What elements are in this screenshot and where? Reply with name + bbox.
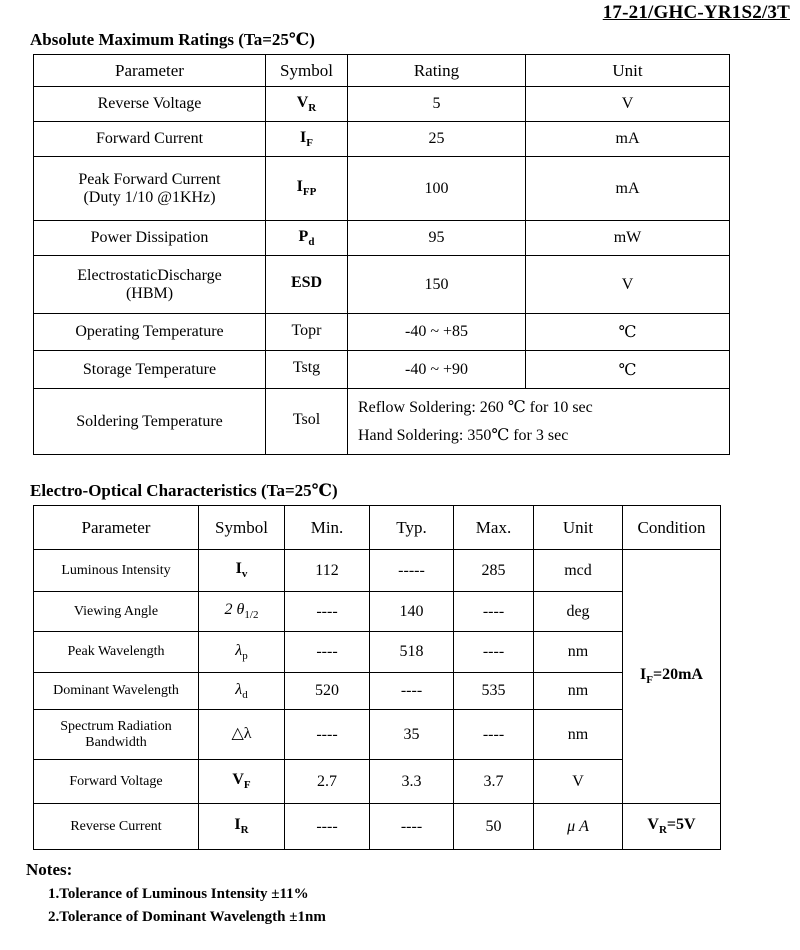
cell-unit: ℃ [526, 314, 730, 351]
cell-unit: V [526, 256, 730, 314]
cell-parameter: Power Dissipation [34, 221, 266, 256]
col-symbol: Symbol [266, 55, 348, 87]
cell-soldering-rating: Reflow Soldering: 260 ℃ for 10 sec Hand Soldering: 350℃ for 3 sec [348, 389, 730, 455]
cell-typ: ---- [370, 804, 454, 850]
cell-symbol: $I_v$ [199, 550, 285, 592]
cell-typ: 3.3 [370, 760, 454, 804]
table-row [34, 314, 730, 351]
cell-typ: 518 [370, 632, 454, 673]
cell-condition: $V_R=5V$ [623, 804, 721, 850]
cell-symbol: $V_F$ [199, 760, 285, 804]
cell-unit: V [526, 87, 730, 122]
cell-parameter: Storage Temperature [34, 351, 266, 389]
cell-typ: ----- [370, 550, 454, 592]
table-row [34, 87, 730, 122]
col-unit: Unit [526, 55, 730, 87]
cell-parameter: Forward Voltage [34, 760, 199, 804]
cell-min: 520 [285, 673, 370, 710]
cell-condition: $I_F=20mA$ [623, 550, 721, 804]
table-row [34, 592, 721, 632]
cell-symbol: $I_{FP}$ [266, 157, 348, 221]
table-row [34, 550, 721, 592]
cell-rating: -40 ~ +90 [348, 351, 526, 389]
cell-parameter: Peak Forward Current (Duty 1/10 @1KHz) [34, 157, 266, 221]
cell-rating: 95 [348, 221, 526, 256]
cell-max: ---- [454, 710, 534, 760]
col-parameter: Parameter [34, 506, 199, 550]
col-condition: Condition [623, 506, 721, 550]
cell-max: 3.7 [454, 760, 534, 804]
cell-unit: deg [534, 592, 623, 632]
cell-parameter: Reverse Current [34, 804, 199, 850]
cell-max: ---- [454, 592, 534, 632]
cell-parameter: Spectrum Radiation Bandwidth [34, 710, 199, 760]
col-rating: Rating [348, 55, 526, 87]
eo-title: Electro-Optical Characteristics (Ta=25℃) [30, 481, 338, 500]
cell-symbol: Tsol [266, 389, 348, 455]
cell-unit: mcd [534, 550, 623, 592]
cell-max: 285 [454, 550, 534, 592]
cell-max: 50 [454, 804, 534, 850]
doc-number: 17-21/GHC-YR1S2/3T [602, 2, 790, 23]
note-item: 2.Tolerance of Dominant Wavelength ±1nm [48, 909, 326, 925]
notes-title: Notes: [26, 860, 73, 879]
cell-max: 535 [454, 673, 534, 710]
cell-symbol: $I_F$ [266, 122, 348, 157]
cell-symbol: $V_R$ [266, 87, 348, 122]
cell-parameter: Luminous Intensity [34, 550, 199, 592]
note-item: 1.Tolerance of Luminous Intensity ±11% [48, 886, 309, 902]
cell-unit: nm [534, 673, 623, 710]
cell-typ: 35 [370, 710, 454, 760]
cell-typ: ---- [370, 673, 454, 710]
cell-unit: mW [526, 221, 730, 256]
col-max: Max. [454, 506, 534, 550]
table-row [34, 256, 730, 314]
cell-min: 112 [285, 550, 370, 592]
cell-typ: 140 [370, 592, 454, 632]
cell-symbol: $I_R$ [199, 804, 285, 850]
cell-rating: -40 ~ +85 [348, 314, 526, 351]
table-row [34, 157, 730, 221]
cell-symbol: $\lambda_p$ [199, 632, 285, 673]
cell-parameter: Operating Temperature [34, 314, 266, 351]
cell-unit: μ A [534, 804, 623, 850]
cell-symbol: 2 $\theta_{1/2}$ [199, 592, 285, 632]
col-min: Min. [285, 506, 370, 550]
cell-max: ---- [454, 632, 534, 673]
cell-unit: V [534, 760, 623, 804]
cell-min: ---- [285, 592, 370, 632]
table-row [34, 389, 730, 455]
cell-parameter: Viewing Angle [34, 592, 199, 632]
eo-header-row [34, 506, 721, 550]
cell-rating: 100 [348, 157, 526, 221]
table-row [34, 351, 730, 389]
table-row [34, 632, 721, 673]
cell-min: ---- [285, 632, 370, 673]
cell-unit: nm [534, 710, 623, 760]
cell-symbol: △λ [199, 710, 285, 760]
table-row [34, 221, 730, 256]
col-unit: Unit [534, 506, 623, 550]
cell-symbol: ESD [266, 256, 348, 314]
cell-parameter: Dominant Wavelength [34, 673, 199, 710]
cell-parameter: Peak Wavelength [34, 632, 199, 673]
table-row [34, 710, 721, 760]
cell-min: 2.7 [285, 760, 370, 804]
abs-max-table [33, 54, 730, 455]
table-row [34, 804, 721, 850]
cell-min: ---- [285, 710, 370, 760]
col-typ: Typ. [370, 506, 454, 550]
cell-symbol: $P_d$ [266, 221, 348, 256]
abs-max-header-row [34, 55, 730, 87]
col-symbol: Symbol [199, 506, 285, 550]
cell-unit: nm [534, 632, 623, 673]
cell-min: ---- [285, 804, 370, 850]
cell-rating: 25 [348, 122, 526, 157]
col-parameter: Parameter [34, 55, 266, 87]
cell-unit: ℃ [526, 351, 730, 389]
cell-symbol: Topr [266, 314, 348, 351]
table-row [34, 760, 721, 804]
table-row [34, 122, 730, 157]
abs-max-title: Absolute Maximum Ratings (Ta=25℃) [30, 30, 315, 49]
cell-unit: mA [526, 157, 730, 221]
cell-rating: 150 [348, 256, 526, 314]
notes-section [26, 860, 800, 926]
cell-symbol: $\lambda_d$ [199, 673, 285, 710]
table-row [34, 673, 721, 710]
eo-table [33, 505, 721, 850]
cell-parameter: Soldering Temperature [34, 389, 266, 455]
cell-symbol: Tstg [266, 351, 348, 389]
cell-parameter: ElectrostaticDischarge (HBM) [34, 256, 266, 314]
cell-rating: 5 [348, 87, 526, 122]
cell-parameter: Reverse Voltage [34, 87, 266, 122]
cell-parameter: Forward Current [34, 122, 266, 157]
cell-unit: mA [526, 122, 730, 157]
